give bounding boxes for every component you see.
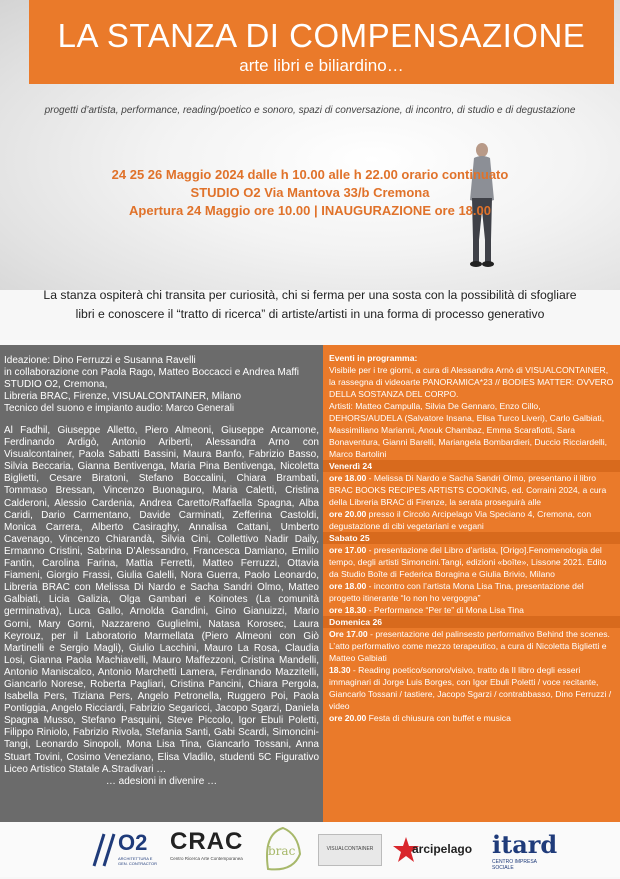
o2-slash-icon bbox=[90, 832, 120, 868]
event-item bbox=[329, 628, 615, 664]
event-item bbox=[329, 604, 615, 616]
sponsor-logos bbox=[0, 822, 620, 877]
event-text: Festa di chiusura con buffet e musica bbox=[366, 713, 511, 723]
credits-list bbox=[0, 345, 323, 415]
artists-list: Al Fadhil, Giuseppe Alletto, Piero Almeoni, Giuseppe Arcamone, Ferdinando Ardigò, Antonio Ariberti, Alessandra Arno con Visualcontainer, Paola Sabatti Bassini, Maura Banfo, Fabrizio Basso, Silvia Beccaria, Gianna Bentivenga, Maria Pina Bentivenga, Nicoletta Biglietti, Cesare Biratoni, Stefano Boccalini, Chiara Brambati, Tommaso Bressan, Vincenzo Buonaguro, Maria Caletti, Cristina Calderoni, Alessio Cardenia, Andrea Caretto/Raffaella Spagna, Alba Caridi, Dario Carmentano, Davide Carminati, Zefferina Castoldi, Monica Carrera, Alberto Casiraghy, Annalisa Cattani, Umberto Cavenago, Vincenzo Chiarandà, Silvia Cini, Collettivo Nadir Daily, Ermanno Cristini, Sabrina D’Alessandro, Francesca Damiano, Emilio Fantin, Carolina Farina, Mattia Ferretti, Matteo Ferruzzi, Ottavia Fiameni, Giorgio Frassi, Giulia Galelli, Nora Guerra, Paolo Leonardo, Libreria BRAC con Melissa Di Nardo e Sacha Sandri Olmo, Matteo Galbiati, Licia Galizia, Olga Gambari e Koinotes (La comunità germinativa), Luca Gallo, Arnolda Gandini, Gino Gianuizzi, Mario Gorni, Mary Gorni, Nazzareno Guglielmi, Natasa Korosec, Laura Keyrouz, per il Laboratorio Marmellata (Piero Almeoni con Giò Martinelli e Sergio Magli), Giulio Lacchini, Mauro La Rosa, Claudia Losi, Gianna Paola Machiavelli, Mauro Maffezzoni, Cristina Mandelli, Antonio Maniscalco, Antonio Marchetti Lamera, Ferdinando Mazzitelli, Giancarlo Norese, Roberta Pagliari, Cristina Pancini, Chiara Pergola, Isabella Pers, Tiziana Pers, Angelo Petronella, Ruggero Poi, Paola Pontiggia, Angelo Ricciardi, Fabrizio Segaricci, Jacopo Sgarzi, Daniela Spagna Musso, Stefano Pasquini, Steve Piccolo, Igor Ebuli Poletti, Filippo Riniolo, Fabrizio Rivola, Stefania Santi, Gabi Scardi, Simoncini-Tangi, Leonardo Sinopoli, Mona Lisa Tina, Giancarlo Tossani, Anna Stuart Tovini, Cosimo Veneziano, Elisa Vladilo, studenti 5C Figurativo Liceo Artistico Statale A.Stradivari … bbox=[4, 425, 319, 775]
visualcontainer-logo-text: VISUALCONTAINER bbox=[326, 846, 374, 852]
o2-logo-sub: ARCHITETTURA E GEN. CONTRACTOR bbox=[118, 856, 158, 866]
event-text: - Melissa Di Nardo e Sacha Sandri Olmo, presentano il libro BRAC BOOKS RECIPES ARTISTS COOKING, ed. Corraini 2024, a cura della Libreria BRAC di Firenze, la serata proseguirà alle bbox=[329, 473, 607, 507]
title-banner bbox=[29, 0, 614, 84]
o2-logo bbox=[90, 830, 160, 870]
program-heading: Eventi in programma: bbox=[329, 353, 418, 363]
event-item bbox=[329, 472, 615, 508]
event-time: 18.30 bbox=[329, 665, 351, 675]
program-artists: Artisti: Matteo Campulla, Silvia De Gennaro, Enzo Cillo, DEHORS/AUDELA (Salvatore Insana, Elisa Turco Liveri), Carlo Galbiati, Massimiliano Marianni, Anouk Chambaz, Emma Scarafiotti, Sara Bonaventura, Gianni Barelli, Mariangela Bombardieri, Duccio Ricciardelli, Marco Bartolini bbox=[329, 401, 607, 459]
day-heading-friday: Venerdì 24 bbox=[323, 460, 620, 472]
credits-column bbox=[0, 345, 323, 822]
itard-logo bbox=[492, 830, 558, 871]
dates-block bbox=[0, 166, 620, 220]
event-time: ore 18.00 bbox=[329, 473, 367, 483]
credit-line: Tecnico del suono e impianto audio: Marco Generali bbox=[4, 403, 235, 414]
page-title: LA STANZA DI COMPENSAZIONE bbox=[57, 17, 586, 54]
program-column bbox=[323, 345, 620, 822]
event-time: ore 18.00 bbox=[329, 581, 367, 591]
day-heading-saturday: Sabato 25 bbox=[323, 532, 620, 544]
arcipelago-logo bbox=[392, 832, 472, 868]
crac-logo-sub: Centro Ricerca Arte Contemporanea bbox=[170, 856, 243, 861]
credit-line: Ideazione: Dino Ferruzzi e Susanna Ravelli bbox=[4, 355, 196, 366]
event-time: ore 18.30 bbox=[329, 605, 367, 615]
opening-line: Apertura 24 Maggio ore 10.00 | INAUGURAZIONE ore 18.00 bbox=[129, 203, 491, 218]
credit-line: Libreria BRAC, Firenze, VISUALCONTAINER, Milano bbox=[4, 391, 242, 402]
o2-logo-text: O2 bbox=[118, 830, 148, 855]
adesioni-note: … adesioni in divenire … bbox=[105, 775, 218, 787]
event-item bbox=[329, 508, 615, 532]
event-item bbox=[329, 712, 615, 724]
dates-line: 24 25 26 Maggio 2024 dalle h 10.00 alle h 22.00 orario continuato bbox=[111, 167, 509, 182]
location-line: STUDIO O2 Via Mantova 33/b Cremona bbox=[190, 185, 430, 200]
day-heading-sunday: Domenica 26 bbox=[323, 616, 620, 628]
arcipelago-logo-text: arcipelago bbox=[412, 842, 473, 856]
intro-text: La stanza ospiterà chi transita per curiosità, chi si ferma per una sosta con la possibilità di sfogliare libri e conoscere il “tratto di ricerca” di artiste/artisti in una forma di processo generativo bbox=[43, 288, 577, 321]
event-text: presso il Circolo Arcipelago Via Speciano 4, Cremona, con degustazione di cibi vegetariani e vegani bbox=[329, 509, 592, 531]
brac-logo-text: brac bbox=[268, 844, 296, 858]
event-time: ore 17.00 bbox=[329, 545, 367, 555]
credit-line: STUDIO O2, Cremona, bbox=[4, 379, 108, 390]
crac-logo-text: CRAC bbox=[170, 828, 244, 855]
event-item bbox=[329, 544, 615, 580]
event-time: ore 20.00 bbox=[329, 713, 367, 723]
itard-logo-sub: CENTRO IMPRESA SOCIALE bbox=[492, 859, 537, 871]
tagline: progetti d’artista, performance, reading/poetico e sonoro, spazi di conversazione, di incontro, di studio e di degustazione bbox=[44, 105, 576, 116]
event-item bbox=[329, 580, 615, 604]
brac-logo bbox=[258, 824, 308, 874]
event-text: - Performance “Per te” di Mona Lisa Tina bbox=[366, 605, 524, 615]
crac-logo bbox=[170, 828, 250, 872]
event-text: - presentazione del palinsesto performativo Behind the scenes. L’atto performativo come mezzo terapeutico, a cura di Nicoletta Biglietti e Matteo Galbiati bbox=[329, 629, 610, 663]
event-time: ore 20.00 bbox=[329, 509, 367, 519]
event-text: - incontro con l’artista Mona Lisa Tina, presentazione del progetto itinerante “Io non ho vergogna” bbox=[329, 581, 584, 603]
itard-logo-text: itard bbox=[492, 830, 558, 859]
page-subtitle: arte libri e biliardino… bbox=[239, 56, 404, 75]
event-item bbox=[329, 664, 615, 712]
event-time: Ore 17.00 bbox=[329, 629, 368, 639]
credit-line: in collaborazione con Paola Rago, Matteo Boccacci e Andrea Maffi bbox=[4, 367, 299, 378]
event-text: - Reading poetico/sonoro/visivo, tratto da Il libro degli esseri immaginari di Jorge Luis Borges, con Igor Ebuli Poletti / voce recitante, Giancarlo Tossani / tastiere, Jacopo Sgarzi / contrabbasso, Dino Ferruzzi / video bbox=[329, 665, 612, 711]
program-intro: Visibile per i tre giorni, a cura di Alessandra Arnò di VISUALCONTAINER, la rassegna di videoarte PANORAMICA*23 // BODIES MATTER: OVVERO DELLA SOSTANZA DEL CORPO. bbox=[329, 365, 614, 399]
visualcontainer-logo bbox=[318, 834, 382, 866]
event-text: - presentazione del Libro d’artista, [Origo].Fenomenologia del tempo, degli artisti Simoncini.Tangi, edizioni «boîte», Lissone 2021. Edito da Studio Boîte di Federica Boragina e Giulia Brivio, Milano bbox=[329, 545, 607, 579]
